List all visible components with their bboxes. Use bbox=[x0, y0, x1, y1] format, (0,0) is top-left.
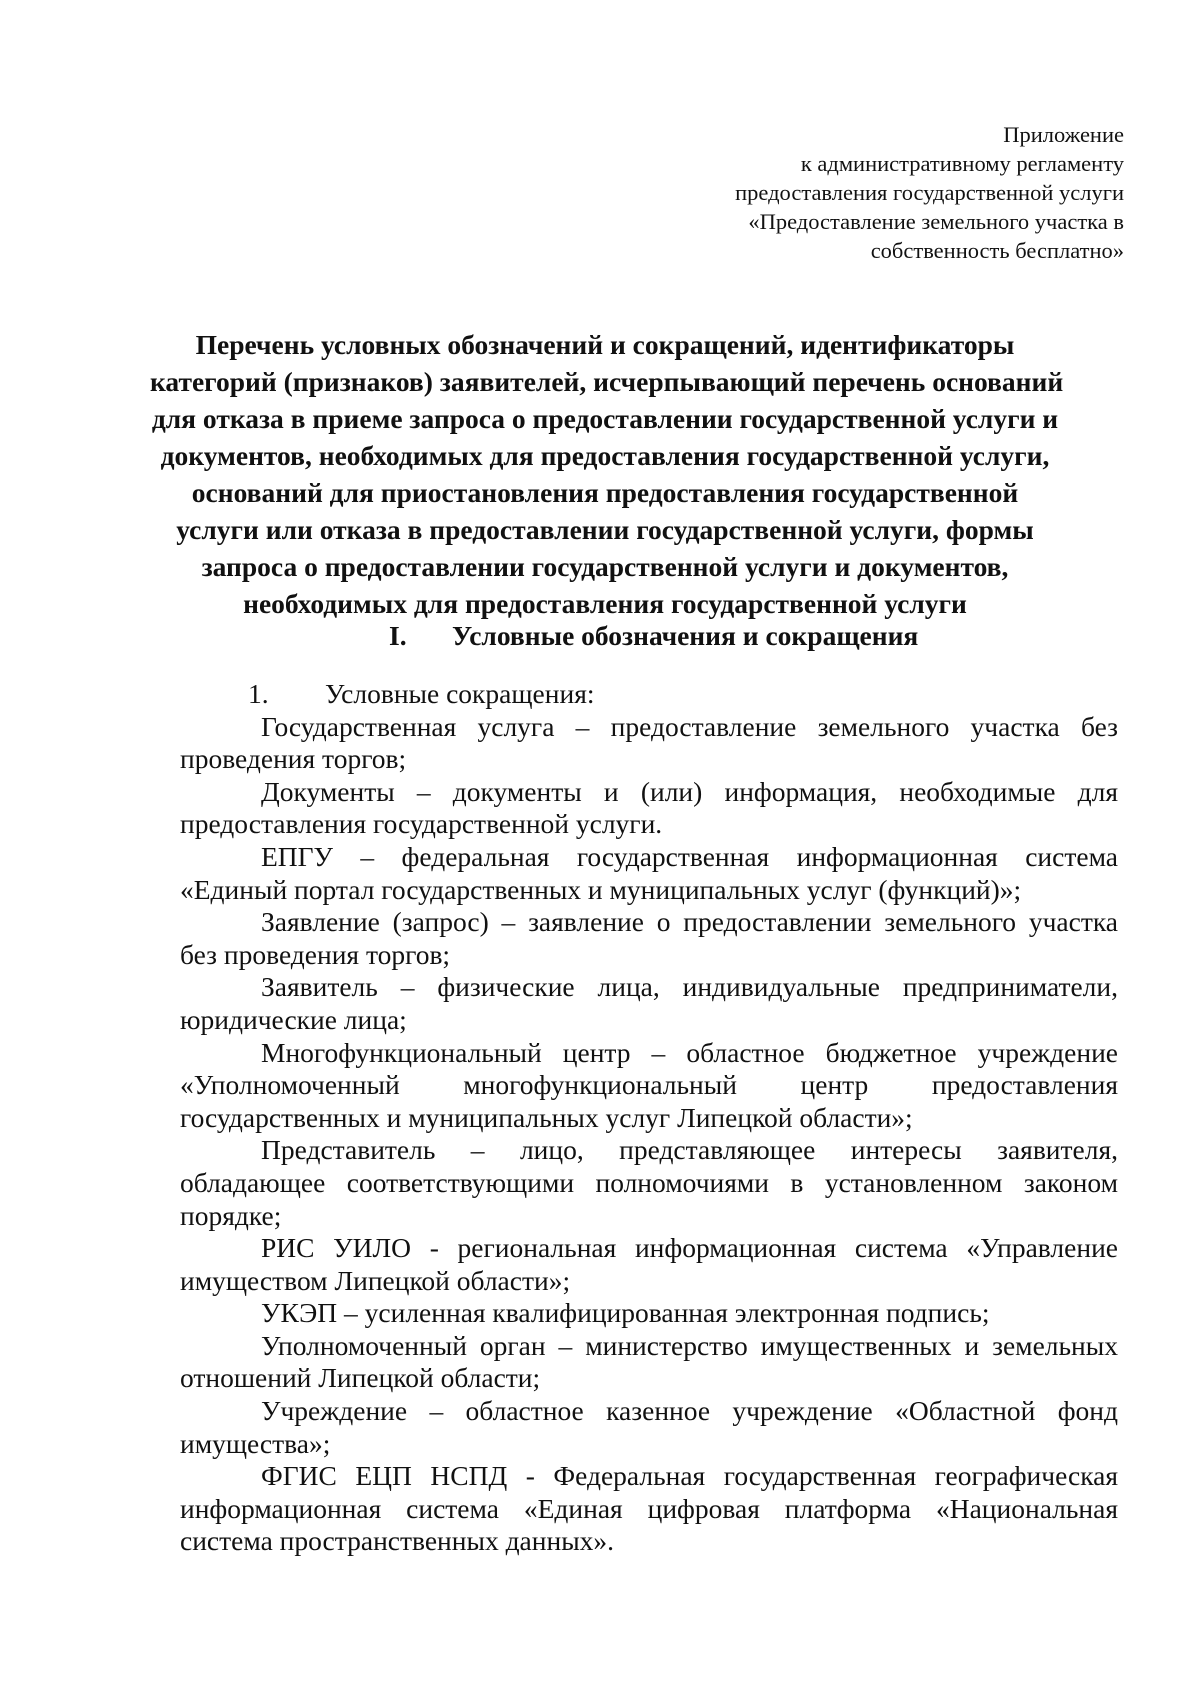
title-line: Перечень условных обозначений и сокращений, идентификаторы bbox=[195, 329, 1015, 360]
abbreviation-entry: Уполномоченный орган – министерство имущественных и земельных отношений Липецкой области; bbox=[180, 1329, 1118, 1394]
appendix-header bbox=[604, 120, 1124, 265]
list-item-heading bbox=[180, 678, 1118, 711]
title-line: оснований для приостановления предоставления государственной bbox=[191, 477, 1019, 508]
abbreviation-entry: УКЭП – усиленная квалифицированная электронная подпись; bbox=[261, 1297, 990, 1329]
title-line: необходимых для предоставления государственной услуги bbox=[243, 588, 967, 619]
appendix-line: «Предоставление земельного участка в bbox=[748, 209, 1124, 234]
appendix-line: Приложение bbox=[1003, 122, 1124, 147]
title-line: категорий (признаков) заявителей, исчерпывающий перечень оснований bbox=[150, 366, 1064, 397]
title-line: для отказа в приеме запроса о предоставлении государственной услуги и bbox=[151, 403, 1059, 434]
abbreviation-entry: Заявление (запрос) – заявление о предоставлении земельного участка без проведения торгов; bbox=[180, 906, 1118, 970]
appendix-line: к административному регламенту bbox=[800, 151, 1124, 176]
title-line: документов, необходимых для предоставления государственной услуги, bbox=[160, 440, 1050, 471]
appendix-line: собственность бесплатно» bbox=[870, 238, 1124, 263]
abbreviation-entry: ФГИС ЕЦП НСПД - Федеральная государственная географическая информационная система «Единая цифровая платформа «Национальная система пространственных данных». bbox=[180, 1460, 1118, 1557]
appendix-line: предоставления государственной услуги bbox=[735, 180, 1124, 205]
abbreviation-entry: Учреждение – областное казенное учреждение «Областной фонд имущества»; bbox=[180, 1395, 1118, 1459]
title-line: запроса о предоставлении государственной услуги и документов, bbox=[201, 551, 1009, 582]
title-line: услуги или отказа в предоставлении государственной услуги, формы bbox=[176, 514, 1034, 545]
abbreviation-entry: ЕПГУ – федеральная государственная информационная система «Единый портал государственных и муниципальных услуг (функций)»; bbox=[180, 840, 1118, 905]
section-title: Условные обозначения и сокращения bbox=[452, 620, 919, 651]
list-item-title: Условные сокращения: bbox=[325, 678, 595, 709]
abbreviation-entry: Документы – документы и (или) информация, необходимые для предоставления государственной услуги. bbox=[180, 775, 1118, 840]
abbreviation-entry: Представитель – лицо, представляющее интересы заявителя, обладающее соответствующими полномочиями в установленном законом порядке; bbox=[180, 1134, 1118, 1231]
list-item-number: 1. bbox=[248, 678, 269, 709]
abbreviation-entry: Многофункциональный центр – областное бюджетное учреждение «Уполномоченный многофункциональный центр предоставления государственных и муниципальных услуг Липецкой области»; bbox=[180, 1036, 1118, 1133]
abbreviations-list bbox=[180, 678, 1118, 1558]
document-title bbox=[150, 326, 1064, 622]
abbreviation-entry: Заявитель – физические лица, индивидуальные предприниматели, юридические лица; bbox=[180, 971, 1118, 1035]
abbreviation-entry: Государственная услуга – предоставление земельного участка без проведения торгов; bbox=[180, 710, 1118, 775]
section-number: I. bbox=[389, 620, 407, 651]
abbreviation-entry: РИС УИЛО - региональная информационная система «Управление имуществом Липецкой области»; bbox=[180, 1232, 1118, 1296]
